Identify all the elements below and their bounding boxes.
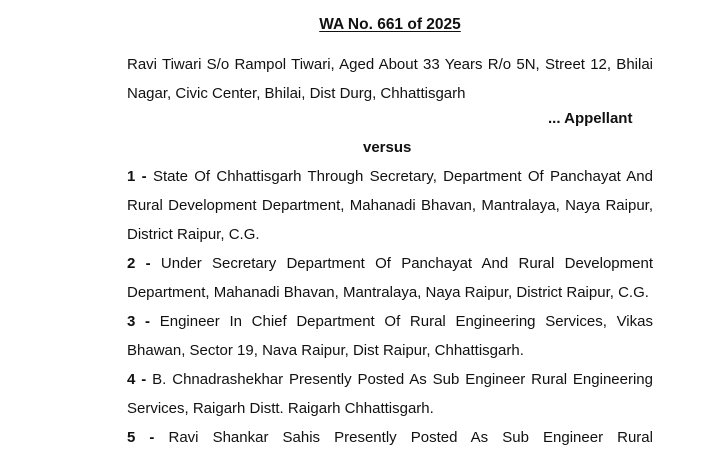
case-title: WA No. 661 of 2025 <box>319 16 461 33</box>
respondent-number: 3 - <box>127 313 151 330</box>
appellant-role-label: ... Appellant <box>548 110 633 127</box>
respondent-number: 1 - <box>127 168 147 185</box>
respondents-list <box>127 162 653 452</box>
respondent-item <box>127 365 653 423</box>
respondent-details: Ravi Shankar Sahis Presently Posted As Sub Engineer Rural <box>168 429 653 446</box>
respondent-item <box>127 423 653 452</box>
appellant-details: Ravi Tiwari S/o Rampol Tiwari, Aged About 33 Years R/o 5N, Street 12, Bhilai Nagar, Civic Center, Bhilai, Dist Durg, Chhattisgarh <box>127 56 653 102</box>
respondent-item <box>127 249 653 307</box>
respondent-number: 2 - <box>127 255 151 272</box>
respondent-details: State Of Chhattisgarh Through Secretary, Department Of Panchayat And Rural Development Department, Mahanadi Bhavan, Mantralaya, Naya Raipur, District Raipur, C.G. <box>127 168 653 243</box>
respondent-item <box>127 162 653 249</box>
respondent-details: Engineer In Chief Department Of Rural Engineering Services, Vikas Bhawan, Sector 19, Nava Raipur, Dist Raipur, Chhattisgarh. <box>127 313 653 359</box>
respondent-number: 5 - <box>127 429 155 446</box>
respondent-details: B. Chnadrashekhar Presently Posted As Sub Engineer Rural Engineering Services, Raigarh Distt. Raigarh Chhattisgarh. <box>127 371 653 417</box>
respondent-number: 4 - <box>127 371 147 388</box>
respondent-item <box>127 307 653 365</box>
versus-label: versus <box>363 139 412 156</box>
respondent-details: Under Secretary Department Of Panchayat And Rural Development Department, Mahanadi Bhavan, Mantralaya, Naya Raipur, District Raipur, C.G. <box>127 255 653 301</box>
